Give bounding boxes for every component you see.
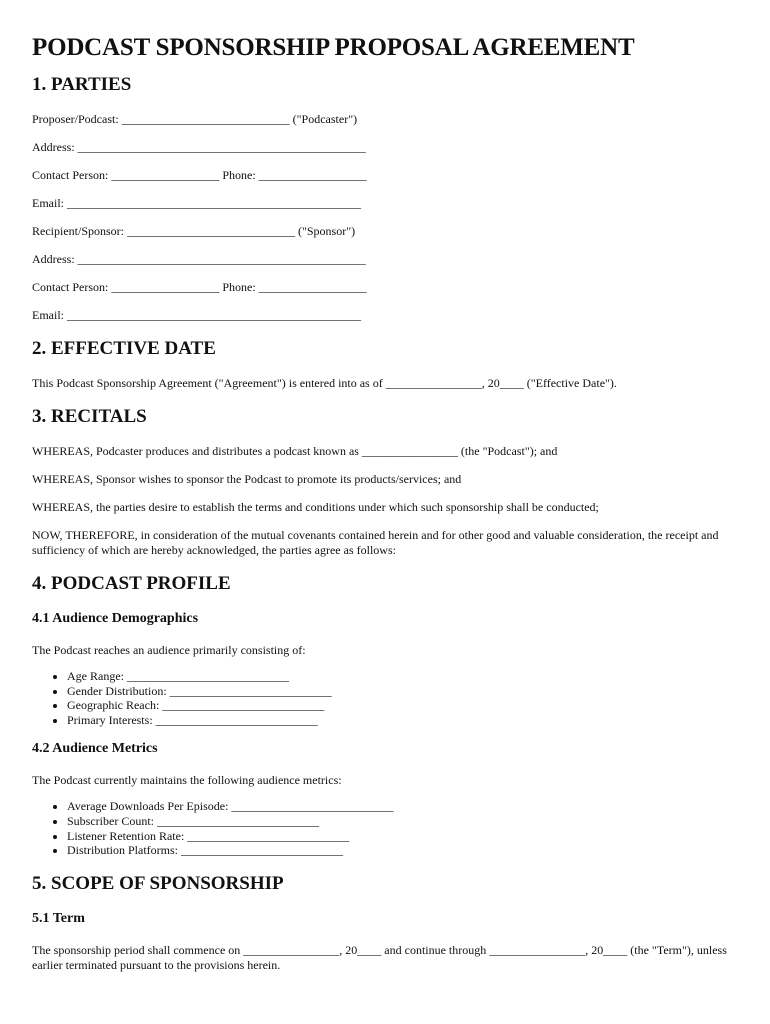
demographics-list [32, 669, 736, 727]
party-line: Address: ________________________________________________ [32, 252, 366, 266]
party-line: Address: ________________________________________________ [32, 140, 366, 154]
list-item: • Primary Interests: ___________________________ [67, 713, 736, 728]
recital-paragraph: WHEREAS, Podcaster produces and distributes a podcast known as ________________ (the "Podcast"); and [32, 444, 558, 458]
subsection-heading-metrics: 4.2 Audience Metrics [32, 741, 158, 757]
party-line: Contact Person: __________________ Phone: __________________ [32, 168, 367, 182]
section-heading-parties: 1. PARTIES [32, 74, 132, 95]
recital-paragraph: NOW, THEREFORE, in consideration of the mutual covenants contained herein and for other good and valuable consideration, the receipt and sufficiency of which are hereby acknowledged, the parties agree as follows: [32, 528, 719, 557]
list-item: • Gender Distribution: ___________________________ [67, 684, 736, 699]
party-line: Email: _________________________________________________ [32, 308, 361, 322]
list-item: • Distribution Platforms: ___________________________ [67, 843, 736, 858]
demographics-intro: The Podcast reaches an audience primarily consisting of: [32, 643, 306, 657]
recital-paragraph: WHEREAS, Sponsor wishes to sponsor the Podcast to promote its products/services; and [32, 472, 462, 486]
section-heading-recitals: 3. RECITALS [32, 406, 147, 427]
list-item: • Listener Retention Rate: ___________________________ [67, 829, 736, 844]
list-item: • Geographic Reach: ___________________________ [67, 698, 736, 713]
section-heading-effective-date: 2. EFFECTIVE DATE [32, 338, 216, 359]
list-item: • Average Downloads Per Episode: ___________________________ [67, 799, 736, 814]
metrics-intro: The Podcast currently maintains the following audience metrics: [32, 773, 342, 788]
section-heading-profile: 4. PODCAST PROFILE [32, 573, 231, 594]
party-line: Email: _________________________________________________ [32, 196, 361, 210]
term-text: The sponsorship period shall commence on ________________, 20____ and continue through ________________, 20____ (the "Term"), unless earlier terminated pursuant to the provisions herein. [32, 942, 727, 972]
recital-paragraph: WHEREAS, the parties desire to establish the terms and conditions under which such sponsorship shall be conducted; [32, 500, 599, 514]
section-heading-scope: 5. SCOPE OF SPONSORSHIP [32, 872, 284, 894]
document-title: PODCAST SPONSORSHIP PROPOSAL AGREEMENT [32, 34, 635, 61]
subsection-heading-term: 5.1 Term [32, 910, 85, 926]
list-item: • Subscriber Count: ___________________________ [67, 814, 736, 829]
party-line: Recipient/Sponsor: ____________________________ ("Sponsor") [32, 224, 356, 238]
list-item: • Age Range: ___________________________ [67, 669, 736, 684]
effective-date-text: This Podcast Sponsorship Agreement ("Agreement") is entered into as of ________________, 20____ ("Effective Date"). [32, 376, 617, 390]
party-line: Contact Person: __________________ Phone: __________________ [32, 280, 367, 294]
subsection-heading-demographics: 4.1 Audience Demographics [32, 611, 199, 626]
metrics-list [32, 799, 736, 857]
party-line: Proposer/Podcast: ____________________________ ("Podcaster") [32, 112, 358, 126]
